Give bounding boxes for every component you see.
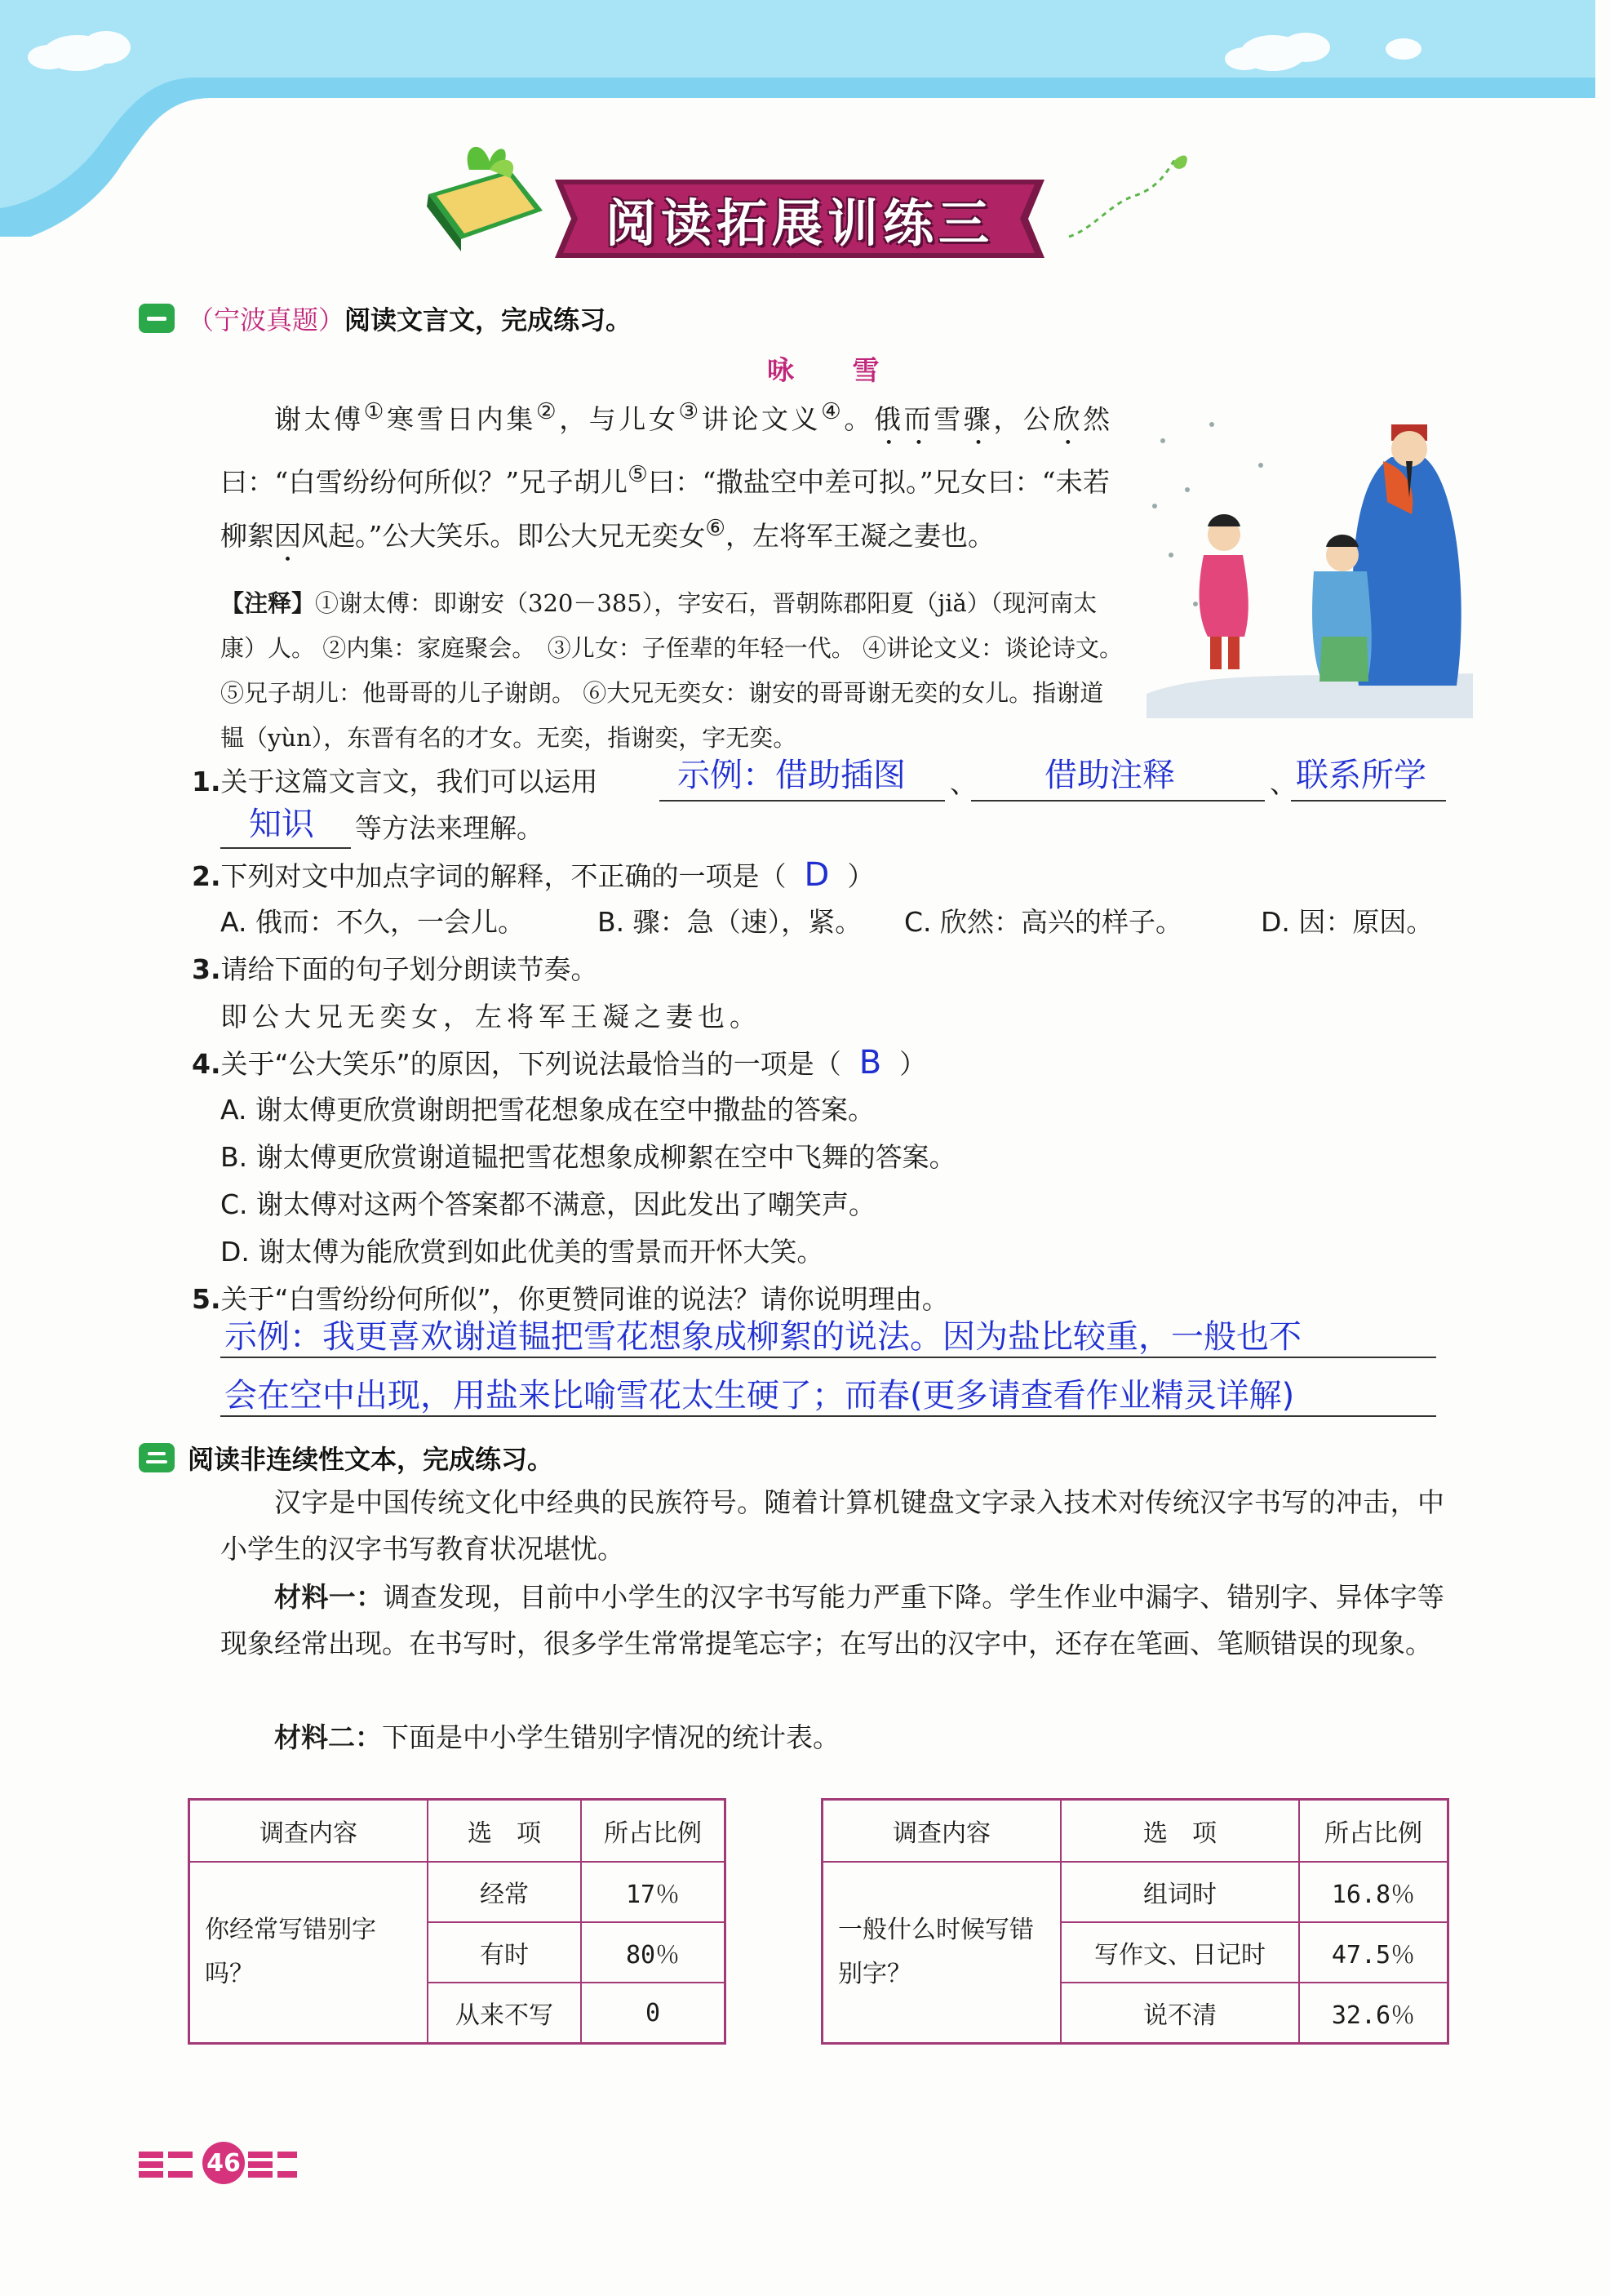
- section-one-title: 阅读文言文，完成练习。: [344, 304, 632, 335]
- section-two-title: 阅读非连续性文本，完成练习。: [188, 1444, 554, 1475]
- table-header: 选 项: [428, 1800, 581, 1863]
- table-row: [823, 1862, 1448, 1922]
- table-cell: 16.8％: [1299, 1862, 1448, 1922]
- material-one: 材料一：调查发现，目前中小学生的汉字书写能力严重下降。学生作业中漏字、错别字、异体字等现象经常出现。在书写时，很多学生常常提笔忘字；在写出的汉字中，还存在笔画、笔顺错误的现象。: [220, 1581, 1445, 1659]
- answer-line-2[interactable]: [220, 1415, 1436, 1417]
- q1-separator-2: 、: [1270, 767, 1297, 799]
- q2-option-c[interactable]: C. 欣然：高兴的样子。: [904, 906, 1183, 938]
- q3-sentence: 即公大兄无奕女，左将军王凝之妻也。: [220, 1001, 761, 1033]
- q2-option-a[interactable]: A. 俄而：不久，一会儿。: [220, 906, 525, 938]
- table-cell: 80％: [581, 1922, 725, 1983]
- question-3: 3.请给下面的句子划分朗读节奏。: [192, 953, 598, 985]
- question-source: （宁波真题）: [188, 304, 345, 335]
- book-icon: [412, 137, 551, 260]
- question-2: 2.下列对文中加点字词的解释，不正确的一项是（ D ）: [192, 856, 875, 894]
- answer-q2: D: [804, 856, 830, 894]
- survey-table-1: [188, 1798, 726, 2045]
- table-cell: 你经常写错别字吗？: [189, 1862, 428, 2044]
- table-header: 所占比例: [581, 1800, 725, 1863]
- answer-4: 知识: [249, 806, 314, 843]
- answer-q5-line-1: 示例：我更喜欢谢道韫把雪花想象成柳絮的说法。因为盐比较重，一般也不: [224, 1318, 1302, 1356]
- answer-3: 联系所学: [1296, 757, 1426, 794]
- answer-q4: B: [858, 1044, 882, 1081]
- table-header: 选 项: [1061, 1800, 1299, 1863]
- q2-option-d[interactable]: D. 因：原因。: [1261, 906, 1434, 938]
- page-number: 46: [202, 2142, 245, 2184]
- table-cell: 一般什么时候写错别字？: [823, 1862, 1062, 2044]
- table-cell: 经常: [428, 1862, 581, 1922]
- q1-continuation: 等方法来理解。: [355, 812, 543, 844]
- illustration-xie-family-snow: [1147, 392, 1473, 718]
- section-two-icon: [139, 1443, 175, 1472]
- vine-decoration: [1061, 147, 1191, 245]
- section-two-intro: 汉字是中国传统文化中经典的民族符号。随着计算机键盘文字录入技术对传统汉字书写的冲击，中小学生的汉字书写教育状况堪忧。: [220, 1486, 1444, 1565]
- section-one-header: [139, 299, 632, 338]
- annotations: 【注释】①谢太傅：即谢安（320－385），字安石，晋朝陈郡阳夏（jiǎ）（现河南太康）人。 ②内集：家庭聚会。 ③儿女：子侄辈的年轻一代。 ④讲论文义：谈论诗文。 ⑤兄子胡儿：他哥哥的儿子谢朗。 ⑥大兄无奕女：谢安的哥哥谢无奕的女儿。指谢道韫（yùn），东晋有名的才女。无奕，指谢奕，字无奕。: [220, 589, 1111, 752]
- answer-2: 借助注释: [1045, 757, 1175, 794]
- section-two-header: [139, 1438, 553, 1477]
- material-two: 材料二：下面是中小学生错别字情况的统计表。: [274, 1721, 840, 1753]
- answer-1: 示例：借助插图: [677, 757, 906, 794]
- table-cell: 写作文、日记时: [1061, 1922, 1299, 1983]
- classical-text: 谢太傅①寒雪日内集②，与儿女③讲论文义④。俄而雪骤，公欣然曰：“白雪纷纷何所似？”兄子胡儿⑤曰：“撒盐空中差可拟。”兄女曰：“未若柳絮因风起。”公大笑乐。即公大兄无奕女⑥，左将军王凝之妻也。: [220, 398, 1111, 552]
- table-cell: 说不清: [1061, 1983, 1299, 2044]
- answer-q5-line-2: 会在空中出现，用盐来比喻雪花太生硬了；而春(更多请查看作业精灵详解): [224, 1377, 1295, 1414]
- table-cell: 0: [581, 1983, 725, 2044]
- table-cell: 组词时: [1061, 1862, 1299, 1922]
- q4-option-a[interactable]: A. 谢太傅更欣赏谢朗把雪花想象成在空中撒盐的答案。: [220, 1094, 875, 1126]
- table-cell: 有时: [428, 1922, 581, 1983]
- annotation-label: 【注释】: [220, 589, 316, 617]
- section-one-icon: [139, 304, 175, 333]
- question-5: 5.关于“白雪纷纷何所似”，你更赞同谁的说法？请你说明理由。: [192, 1283, 949, 1315]
- q4-option-d[interactable]: D. 谢太傅为能欣赏到如此优美的雪景而开怀大笑。: [220, 1236, 824, 1268]
- page-title: 阅读拓展训练三: [605, 193, 994, 253]
- table-row: [189, 1862, 725, 1922]
- table-cell: 从来不写: [428, 1983, 581, 2044]
- table-header: 所占比例: [1299, 1800, 1448, 1863]
- poem-title: 咏 雪: [767, 354, 904, 386]
- table-cell: 47.5％: [1299, 1922, 1448, 1983]
- q4-option-c[interactable]: C. 谢太傅对这两个答案都不满意，因此发出了嘲笑声。: [220, 1188, 876, 1220]
- question-1: 1.关于这篇文言文，我们可以运用: [192, 766, 598, 797]
- answer-line-1[interactable]: [220, 1357, 1436, 1358]
- q1-separator-1: 、: [950, 767, 977, 799]
- question-4: 4.关于“公大笑乐”的原因，下列说法最恰当的一项是（ B ）: [192, 1044, 927, 1081]
- table-header: 调查内容: [823, 1800, 1062, 1863]
- q4-option-b[interactable]: B. 谢太傅更欣赏谢道韫把雪花想象成柳絮在空中飞舞的答案。: [220, 1141, 956, 1173]
- table-cell: 32.6％: [1299, 1983, 1448, 2044]
- q2-option-b[interactable]: B. 骤：急（速），紧。: [597, 906, 863, 938]
- survey-table-2: [821, 1798, 1449, 2045]
- table-header: 调查内容: [189, 1800, 428, 1863]
- table-cell: 17％: [581, 1862, 725, 1922]
